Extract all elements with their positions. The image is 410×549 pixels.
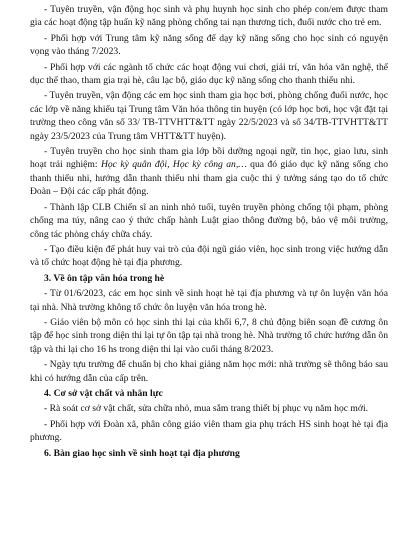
paragraph-swimming-classes: - Tuyên truyền, vận động các em học sinh tham gia học bơi, phòng chống đuối nước, học các lớp về năng khiếu tại Trung tâm Văn hóa thông tin huyện (có lớp học bơi, học vật đặt tại trường theo công văn số 33/ TB-TTVHTT&TT ngày 22/5/2023 và số 34/TB-TTVHTT&TT ngày 23/5/2023 của Trung tâm VHTT&TT huyện). bbox=[30, 90, 388, 142]
paragraph-extra-classes bbox=[30, 145, 388, 199]
paragraph-facilities: - Rà soát cơ sở vật chất, sửa chữa nhỏ, mua sắm trang thiết bị phục vụ năm học mới. bbox=[44, 403, 369, 415]
text-segment: qua đó giáo dục kỹ năng sống cho thanh thiếu nhi, hướng dẫn thanh thiếu nhi tham gia cuộc thi ý tưởng sáng tạo do tổ chức Đoàn – Đội các cấp phát động. bbox=[30, 159, 388, 198]
paragraph-school-return: - Ngày tựu trường để chuẩn bị cho khai giảng năm học mới: nhà trường sẽ thông báo sau khi có hướng dẫn của cấp trên. bbox=[30, 359, 388, 384]
paragraph-life-skills-center: - Phối hợp với Trung tâm kỹ năng sống để dạy kỹ năng sống cho học sinh có nguyện vọng vào tháng 7/2023. bbox=[30, 32, 388, 58]
italic-text-segment: Học kỳ quân đội, Học kỳ công an,… bbox=[100, 159, 247, 171]
paragraph-security-club: - Thành lập CLB Chiến sĩ an ninh nhỏ tuổi, tuyên truyền phòng chống tội phạm, phòng chống ma túy, nâng cao ý thức chấp hành Luật giao thông đường bộ, bảo vệ môi trường, công tác phòng cháy chữa cháy. bbox=[30, 201, 388, 240]
paragraph-summer-activities: - Phối hợp với các ngành tổ chức các hoạt động vui chơi, giải trí, văn hóa văn nghệ, thể dục thể thao, tham gia trại hè, câu lạc bộ, giáo dục kỹ năng sống cho thanh thiếu nhi. bbox=[30, 61, 388, 87]
section-heading-3: 3. Về ôn tập văn hóa trong hè bbox=[44, 272, 165, 284]
text-segment: - Tuyên truyền cho học sinh tham gia lớp bồi dưỡng ngoại ngữ, tin học, giao lưu, sinh hoạt trải nghiệm: bbox=[30, 146, 388, 171]
paragraph-staffing: - Phối hợp với Đoàn xã, phân công giáo viên tham gia phụ trách HS sinh hoạt hè tại địa phương. bbox=[30, 418, 388, 444]
paragraph-counseling-parents: - Tuyên truyền, vận động học sinh và phụ huynh học sinh cho phép con/em được tham gia các hoạt động tập huấn kỹ năng phòng chống tai nạn thương tích, đuối nước cho trẻ em. bbox=[30, 4, 388, 29]
paragraph-self-study: - Từ 01/6/2023, các em học sinh về sinh hoạt hè tại địa phương và tự ôn luyện văn hóa tại nhà. Nhà trường không tổ chức ôn luyện văn hóa trong hè. bbox=[30, 288, 388, 313]
paragraph-retake-exam: - Giáo viên bộ môn có học sinh thi lại của khối 6,7, 8 chủ động biên soạn đề cương ôn tập để học sinh trong diện thi lại tự ôn tập tại nhà trong hè. Nhà trường tổ chức hướng dẫn ôn tập và thi lại cho 16 hs trong diện thi lại vào cuối tháng 8/2023. bbox=[30, 316, 388, 355]
paragraph-teacher-role: - Tạo điều kiện để phát huy vai trò của đội ngũ giáo viên, học sinh trong việc hướng dẫn và tổ chức hoạt động hè tại địa phương. bbox=[30, 243, 388, 269]
section-heading-4: 4. Cơ sở vật chất và nhân lực bbox=[44, 387, 163, 399]
section-heading-6: 6. Bàn giao học sinh về sinh hoạt tại địa phương bbox=[44, 447, 240, 459]
